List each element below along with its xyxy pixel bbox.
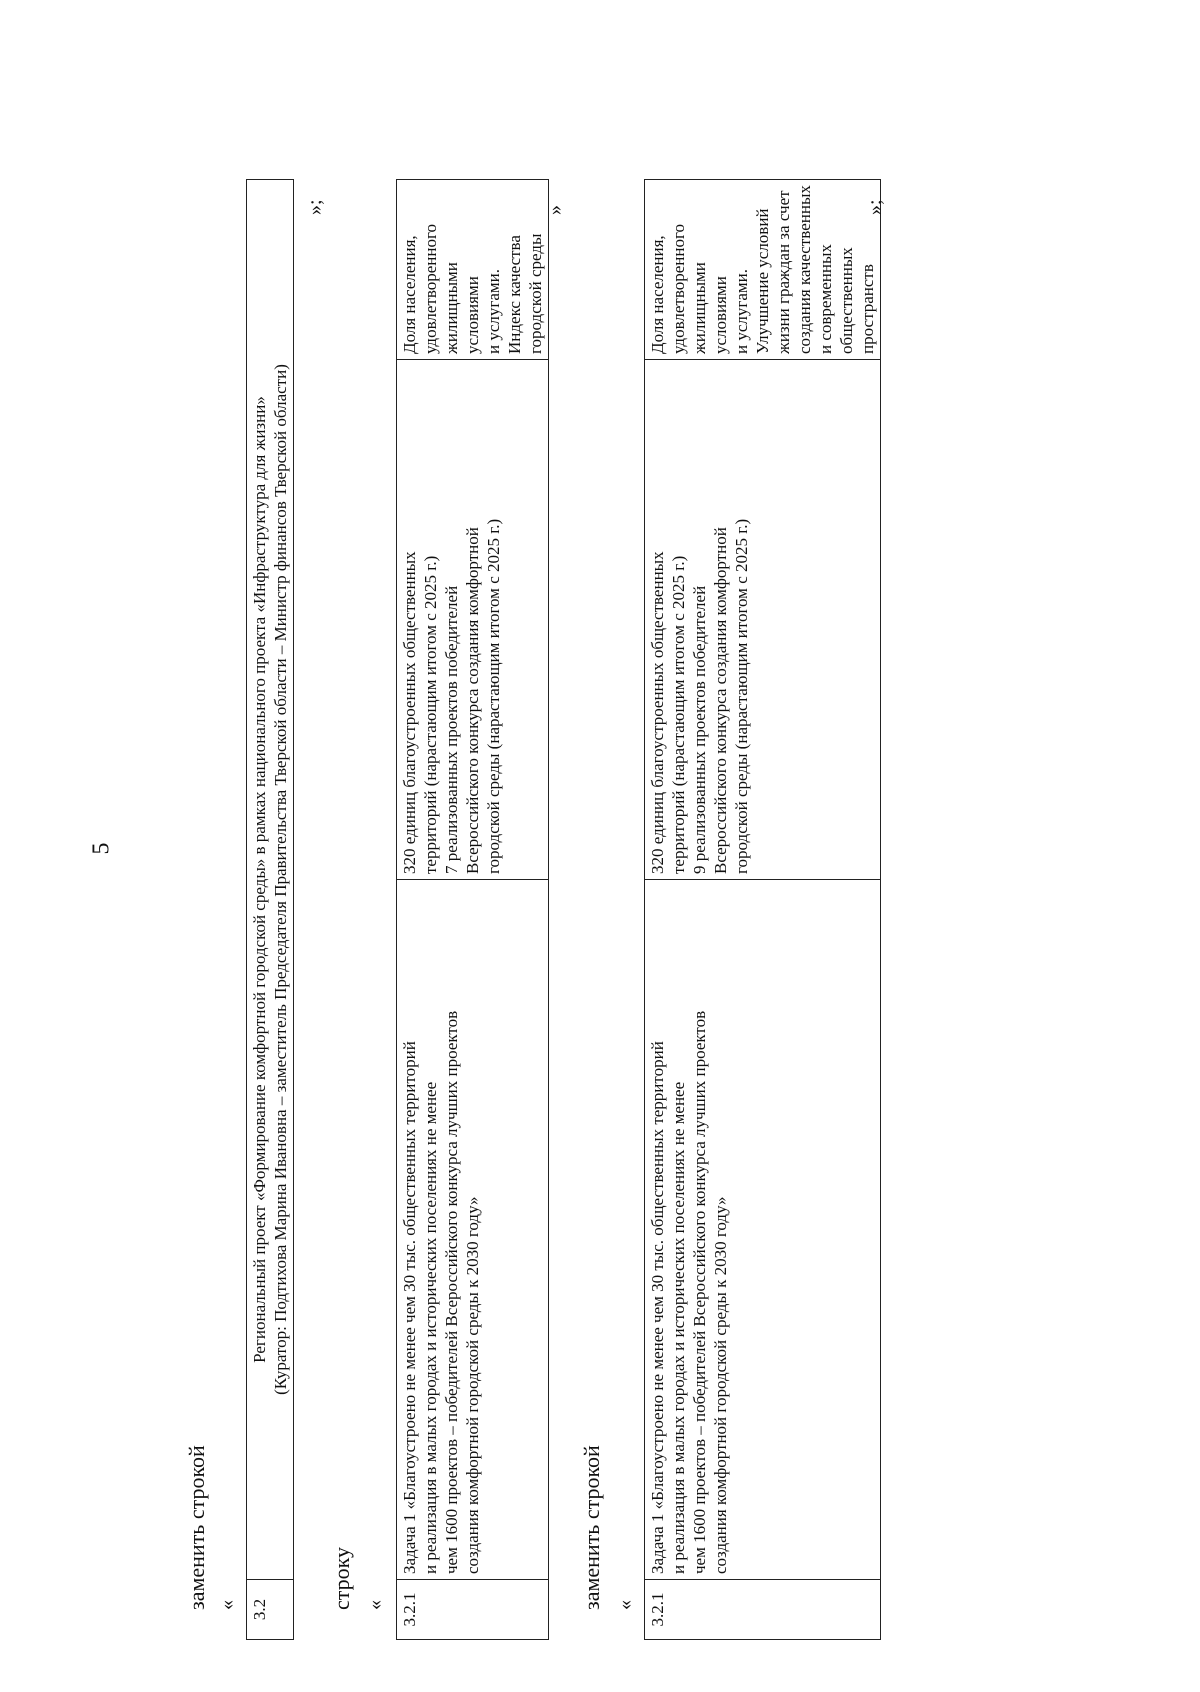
table-row [645, 180, 881, 1640]
rotated-content [184, 110, 924, 1640]
open-quote-1: « [216, 1600, 238, 1610]
indicator-cell: Доля населения, удовлетворенного жилищными условиями и услугами. Индекс качества городской среды [397, 180, 549, 360]
row-number: 3.2.1 [397, 1580, 549, 1640]
instruction-replace-2: заменить строкой [579, 1445, 604, 1610]
row-number: 3.2 [247, 1580, 294, 1640]
result-cell: 320 единиц благоустроенных общественных территорий (нарастающим итогом с 2025 г.) 7 реализованных проектов победителей Всероссийского конкурса создания комфортной городской среды (нарастающим итогом с 2025 г.) [397, 360, 549, 880]
instruction-replace-1: заменить строкой [184, 1445, 209, 1610]
table-row [397, 180, 549, 1640]
project-title: Региональный проект «Формирование комфортной городской среды» в рамках национального проекта «Инфраструктура для жизни» [250, 396, 269, 1363]
table-row-3-2-1-new [644, 179, 881, 1640]
task-cell: Задача 1 «Благоустроено не менее чем 30 тыс. общественных территорий и реализация в малых городах и исторических поселениях не менее чем 1600 проектов – победителей Всероссийского конкурса лучших проектов создания комфортной городской среды к 2030 году» [397, 880, 549, 1580]
open-quote-2: « [364, 1600, 386, 1610]
page-number: 5 [88, 842, 115, 855]
close-quote-1: »; [304, 199, 326, 215]
instruction-row: строку [329, 1546, 354, 1610]
open-quote-3: « [614, 1600, 636, 1610]
close-quote-2: » [544, 205, 566, 215]
row-number: 3.2.1 [645, 1580, 881, 1640]
project-curator: (Куратор: Подтихова Марина Ивановна – заместитель Председателя Правительства Тверской области – Министр финансов Тверской области) [271, 364, 290, 1395]
table-row-3-2-1-old [396, 179, 549, 1640]
close-quote-3: »; [864, 199, 886, 215]
task-cell: Задача 1 «Благоустроено не менее чем 30 тыс. общественных территорий и реализация в малых городах и исторических поселениях не менее чем 1600 проектов – победителей Всероссийского конкурса лучших проектов создания комфортной городской среды к 2030 году» [645, 880, 881, 1580]
indicator-cell: Доля населения, удовлетворенного жилищными условиями и услугами. Улучшение условий жизни граждан за счет создания качественных и современных общественных пространств [645, 180, 881, 360]
table-row-3-2 [246, 179, 294, 1640]
result-cell: 320 единиц благоустроенных общественных территорий (нарастающим итогом с 2025 г.) 9 реализованных проектов победителей Всероссийского конкурса создания комфортной городской среды (нарастающим итогом с 2025 г.) [645, 360, 881, 880]
table-row [247, 180, 294, 1640]
project-cell [247, 180, 294, 1580]
